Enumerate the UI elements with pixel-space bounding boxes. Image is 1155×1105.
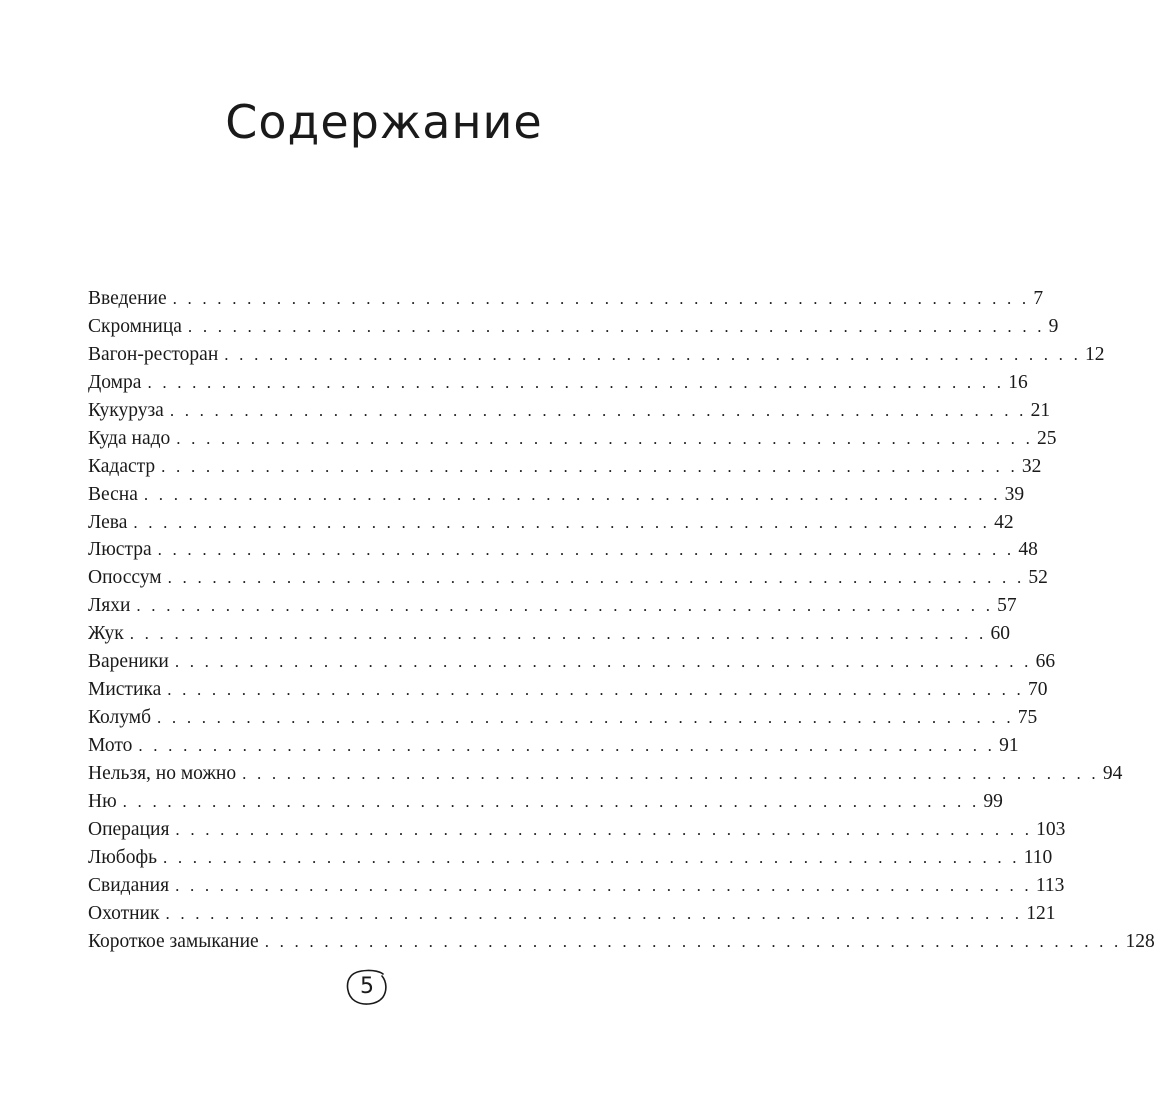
toc-entry xyxy=(88,900,1056,928)
toc-leader-dots: . . . . . . . . . . . . . . . . . . . . . . . . . . . . . . . . . . . . . . . . . . . . . . . . . . . . . . . . . . xyxy=(136,596,994,616)
toc-entry-title: Свидания xyxy=(88,874,170,896)
toc-entry xyxy=(88,788,1003,816)
toc-entry xyxy=(88,592,1017,620)
toc-leader-dots: . . . . . . . . . . . . . . . . . . . . . . . . . . . . . . . . . . . . . . . . . . . . . . . . . . . . . . . . . . xyxy=(147,372,1005,392)
toc-leader-dots: . . . . . . . . . . . . . . . . . . . . . . . . . . . . . . . . . . . . . . . . . . . . . . . . . . . . . . . . . . xyxy=(129,624,987,644)
toc-leader-dots: . . . . . . . . . . . . . . . . . . . . . . . . . . . . . . . . . . . . . . . . . . . . . . . . . . . . . . . . . . xyxy=(163,847,1020,867)
toc-entry-page: 16 xyxy=(1008,371,1028,393)
toc-leader-dots: . . . . . . . . . . . . . . . . . . . . . . . . . . . . . . . . . . . . . . . . . . . . . . . . . . . . . . . . . . xyxy=(167,568,1025,588)
toc-entry xyxy=(88,816,1066,844)
toc-leader-dots: . . . . . . . . . . . . . . . . . . . . . . . . . . . . . . . . . . . . . . . . . . . . . . . . . . . . . . . . . . xyxy=(157,708,1014,728)
toc-entry-title: Любофь xyxy=(88,846,157,868)
toc-entry-title: Лева xyxy=(88,511,128,533)
toc-entry-title: Ляхи xyxy=(88,595,131,617)
toc-entry-page: 128 xyxy=(1125,930,1155,952)
toc-leader-dots: . . . . . . . . . . . . . . . . . . . . . . . . . . . . . . . . . . . . . . . . . . . . . . . . . . . . . . . . . . xyxy=(242,763,1099,783)
toc-entry-page: 48 xyxy=(1018,539,1038,561)
toc-entry-page: 52 xyxy=(1028,567,1048,589)
toc-leader-dots: . . . . . . . . . . . . . . . . . . . . . . . . . . . . . . . . . . . . . . . . . . . . . . . . . . . . . . . . . . xyxy=(133,512,991,532)
toc-entry-page: 113 xyxy=(1035,874,1065,896)
toc-entry-title: Охотник xyxy=(88,902,160,924)
toc-entry-title: Операция xyxy=(88,818,170,840)
toc-leader-dots: . . . . . . . . . . . . . . . . . . . . . . . . . . . . . . . . . . . . . . . . . . . . . . . . . . . . . . . . . . xyxy=(122,791,980,811)
toc-leader-dots: . . . . . . . . . . . . . . . . . . . . . . . . . . . . . . . . . . . . . . . . . . . . . . . . . . . . . . . . . . xyxy=(172,289,1030,308)
toc-entry-title: Ню xyxy=(88,790,117,812)
toc-entry-title: Короткое замыкание xyxy=(88,930,259,952)
toc-entry-title: Домра xyxy=(88,371,142,393)
toc-entry-page: 42 xyxy=(994,511,1014,533)
toc-leader-dots: . . . . . . . . . . . . . . . . . . . . . . . . . . . . . . . . . . . . . . . . . . . . . . . . . . . . . . . . . . xyxy=(161,456,1018,476)
toc-leader-dots: . . . . . . . . . . . . . . . . . . . . . . . . . . . . . . . . . . . . . . . . . . . . . . . . . . . . . . . . . . xyxy=(169,400,1027,420)
toc-entry-page: 39 xyxy=(1004,483,1025,505)
toc-entry-page: 9 xyxy=(1048,315,1059,337)
toc-entry-title: Вагон-ресторан xyxy=(88,343,219,365)
toc-entry xyxy=(88,844,1053,872)
toc-entry-title: Опоссум xyxy=(88,567,162,589)
toc-leader-dots: . . . . . . . . . . . . . . . . . . . . . . . . . . . . . . . . . . . . . . . . . . . . . . . . . . . . . . . . . . xyxy=(176,428,1034,448)
toc-entry-page: 99 xyxy=(983,790,1003,812)
toc-entry-page: 25 xyxy=(1037,427,1057,449)
toc-leader-dots: . . . . . . . . . . . . . . . . . . . . . . . . . . . . . . . . . . . . . . . . . . . . . . . . . . . . . . . . . . xyxy=(165,903,1023,923)
toc-entry-title: Весна xyxy=(88,483,138,505)
toc-entry-title: Кукуруза xyxy=(88,399,164,421)
toc-leader-dots: . . . . . . . . . . . . . . . . . . . . . . . . . . . . . . . . . . . . . . . . . . . . . . . . . . . . . . . . . . xyxy=(224,344,1082,364)
toc-entry-title: Нельзя, но можно xyxy=(88,762,237,784)
toc-entry xyxy=(88,704,1038,732)
toc-entry xyxy=(88,313,1059,341)
toc-entry xyxy=(88,564,1048,592)
toc-entry-page: 32 xyxy=(1021,455,1042,477)
toc-entry xyxy=(88,760,1123,788)
toc-leader-dots: . . . . . . . . . . . . . . . . . . . . . . . . . . . . . . . . . . . . . . . . . . . . . . . . . . . . . . . . . . xyxy=(175,819,1033,839)
toc-entry xyxy=(88,481,1025,509)
toc-entry-title: Мото xyxy=(88,735,133,756)
toc-leader-dots: . . . . . . . . . . . . . . . . . . . . . . . . . . . . . . . . . . . . . . . . . . . . . . . . . . . . . . . . . . xyxy=(175,875,1032,895)
toc-entry-page: 60 xyxy=(990,623,1010,645)
toc-entry xyxy=(88,369,1028,397)
toc-leader-dots: . . . . . . . . . . . . . . . . . . . . . . . . . . . . . . . . . . . . . . . . . . . . . . . . . . . . . . . . . . xyxy=(264,931,1122,951)
toc-entry-title: Жук xyxy=(88,623,124,645)
toc-leader-dots: . . . . . . . . . . . . . . . . . . . . . . . . . . . . . . . . . . . . . . . . . . . . . . . . . . . . . . . . . . xyxy=(174,652,1032,672)
toc-leader-dots: . . . . . . . . . . . . . . . . . . . . . . . . . . . . . . . . . . . . . . . . . . . . . . . . . . . . . . . . . . xyxy=(167,680,1024,700)
toc-entry xyxy=(88,536,1038,564)
toc-entry xyxy=(88,425,1057,453)
toc-leader-dots: . . . . . . . . . . . . . . . . . . . . . . . . . . . . . . . . . . . . . . . . . . . . . . . . . . . . . . . . . . xyxy=(138,736,996,755)
toc-leader-dots: . . . . . . . . . . . . . . . . . . . . . . . . . . . . . . . . . . . . . . . . . . . . . . . . . . . . . . . . . . xyxy=(143,484,1001,504)
toc-entry-title: Скромница xyxy=(88,315,182,337)
toc-entry-page: 70 xyxy=(1027,679,1048,701)
toc-entry xyxy=(88,732,1019,760)
toc-entry xyxy=(88,620,1010,648)
table-of-contents xyxy=(88,285,1155,956)
toc-entry-page: 12 xyxy=(1085,343,1105,365)
toc-entry-title: Куда надо xyxy=(88,427,171,449)
toc-entry-title: Люстра xyxy=(88,539,152,561)
toc-entry xyxy=(88,397,1051,425)
toc-entry-title: Колумб xyxy=(88,707,152,729)
toc-entry-page: 7 xyxy=(1033,288,1044,309)
toc-entry xyxy=(88,676,1048,704)
toc-entry-page: 103 xyxy=(1036,818,1066,840)
toc-entry xyxy=(88,341,1105,369)
page-title: Содержание xyxy=(225,95,543,149)
toc-entry-page: 66 xyxy=(1035,651,1056,673)
toc-entry-page: 75 xyxy=(1017,707,1038,729)
toc-entry-page: 94 xyxy=(1102,762,1123,784)
toc-leader-dots: . . . . . . . . . . . . . . . . . . . . . . . . . . . . . . . . . . . . . . . . . . . . . . . . . . . . . . . . . . xyxy=(187,316,1045,336)
toc-entry xyxy=(88,285,1044,313)
toc-entry-page: 91 xyxy=(999,735,1019,756)
toc-leader-dots: . . . . . . . . . . . . . . . . . . . . . . . . . . . . . . . . . . . . . . . . . . . . . . . . . . . . . . . . . . xyxy=(157,540,1015,560)
toc-entry xyxy=(88,648,1056,676)
toc-entry-title: Кадастр xyxy=(88,455,156,477)
toc-entry xyxy=(88,872,1065,900)
toc-entry-page: 21 xyxy=(1030,399,1051,421)
page-number-badge xyxy=(345,968,389,1006)
toc-entry xyxy=(88,928,1155,956)
toc-entry-title: Мистика xyxy=(88,679,162,701)
toc-entry-page: 57 xyxy=(997,595,1017,617)
toc-entry-page: 110 xyxy=(1023,846,1053,868)
toc-entry xyxy=(88,453,1042,481)
toc-entry xyxy=(88,509,1014,537)
toc-entry-page: 121 xyxy=(1026,902,1056,924)
toc-entry-title: Введение xyxy=(88,288,167,309)
page-number: 5 xyxy=(360,974,374,999)
toc-entry-title: Вареники xyxy=(88,651,169,673)
